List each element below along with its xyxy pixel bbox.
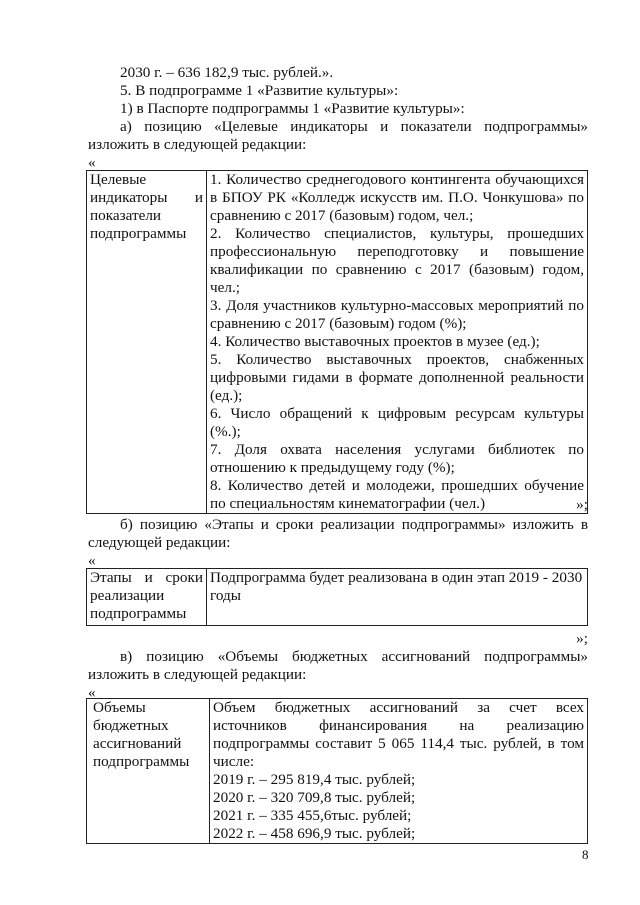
list-item: 5. Количество выставочных проектов, снабженных цифровыми гидами в формате дополненной реальности (ед.); [210, 351, 584, 404]
open-quote-3: « [88, 684, 96, 701]
line-2030-total: 2030 г. – 636 182,9 тыс. рублей.». [120, 64, 334, 81]
open-quote-1: « [88, 154, 96, 171]
para-b: б) позицию «Этапы и сроки реализации подпрограммы» изложить в следующей редакции: [88, 516, 588, 551]
para-a: а) позицию «Целевые индикаторы и показатели подпрограммы» изложить в следующей редакции: [88, 118, 588, 153]
list-item: 8. Количество детей и молодежи, прошедших обучение по специальностям кинематографии (чел.) [210, 477, 584, 512]
table-content: Подпрограмма будет реализована в один этап 2019 - 2030 годы [207, 569, 588, 626]
table-row [87, 569, 588, 626]
list-item: 6. Число обращений к цифровым ресурсам культуры (%.); [210, 405, 584, 440]
list-item: 1. Количество среднегодового контингента обучающихся в БПОУ РК «Колледж искусств им. П.О. Чонкушова» по сравнению с 2017 (базовым) годом, чел.; [210, 171, 584, 224]
item-5-1: 1) в Паспорте подпрограммы 1 «Развитие культуры»: [120, 100, 465, 117]
item-5: 5. В подпрограмме 1 «Развитие культуры»: [120, 82, 399, 99]
open-quote-2: « [88, 552, 96, 569]
para-v: в) позицию «Объемы бюджетных ассигнований подпрограммы» изложить в следующей редакции: [88, 648, 588, 683]
list-item: 2. Количество специалистов, культуры, прошедших профессиональную переподготовку и повышение квалификации по сравнению с 2017 (базовым) годом, чел.; [210, 225, 584, 296]
list-item: 2020 г. – 320 709,8 тыс. рублей; [213, 789, 416, 806]
list-item: 4. Количество выставочных проектов в музее (ед.); [210, 333, 540, 350]
table-label: Объемы бюджетных ассигнований подпрограммы [87, 699, 210, 844]
table-stages [86, 568, 588, 626]
close-quote-2: »; [576, 630, 588, 647]
table-label: Этапы и сроки реализации подпрограммы [87, 569, 207, 626]
close-quote-1: »; [576, 496, 588, 513]
table-budget [86, 698, 588, 844]
list-item: 7. Доля охвата населения услугами библиотек по отношению к предыдущему году (%); [210, 441, 584, 476]
table-content [210, 699, 588, 844]
list-item: Объем бюджетных ассигнований за счет всех источников финансирования на реализацию подпрограммы составит 5 065 114,4 тыс. рублей, в том числе: [213, 699, 584, 770]
list-item: 2021 г. – 335 455,6тыс. рублей; [213, 807, 412, 824]
table-indicators [86, 170, 588, 514]
table-label: Целевые индикаторы и показатели подпрограммы [87, 171, 207, 514]
list-item: 3. Доля участников культурно-массовых мероприятий по сравнению с 2017 (базовым) годом (%); [210, 297, 584, 332]
table-content [207, 171, 588, 514]
table-row [87, 699, 588, 844]
page-number: 8 [582, 847, 589, 862]
list-item: 2022 г. – 458 696,9 тыс. рублей; [213, 825, 416, 842]
table-row [87, 171, 588, 514]
list-item: 2019 г. – 295 819,4 тыс. рублей; [213, 771, 416, 788]
